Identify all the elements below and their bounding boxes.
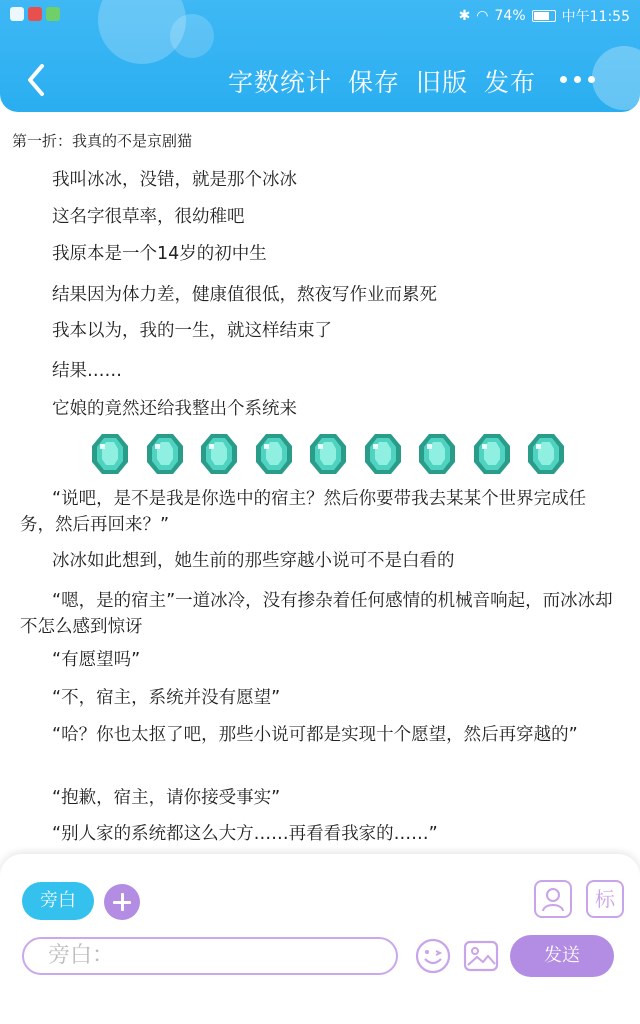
dialogue-paragraph: “不，宿主，系统并没有愿望” xyxy=(52,688,281,708)
publish-button[interactable] xyxy=(484,64,536,98)
story-paragraph: 结果因为体力差，健康值很低，熬夜写作业而累死 xyxy=(52,285,437,305)
app-notification-icon xyxy=(28,7,42,21)
app-notification-icon xyxy=(46,7,60,21)
wechat-icon xyxy=(10,7,24,21)
dialogue-paragraph: “抱歉，宿主，请你接受事实” xyxy=(52,788,281,808)
story-paragraph: 我原本是一个14岁的初中生 xyxy=(52,244,267,264)
battery-percent: 74% xyxy=(494,8,526,24)
dialogue-paragraph: “有愿望吗” xyxy=(52,650,141,670)
story-paragraph: 这名字很草率，很幼稚吧 xyxy=(52,207,245,227)
add-role-button[interactable] xyxy=(104,884,140,920)
notification-icons xyxy=(10,7,60,21)
story-paragraph: 结果…… xyxy=(52,361,122,381)
status-right xyxy=(459,6,630,26)
diamond-gem-icon xyxy=(254,432,294,476)
image-icon[interactable] xyxy=(462,937,500,975)
chapter-title: 第一折：我真的不是京剧猫 xyxy=(12,132,193,150)
dialogue-paragraph: “哈？你也太抠了吧，那些小说可都是实现十个愿望，然后再穿越的” xyxy=(52,725,578,745)
save-label: 保存 xyxy=(348,68,401,97)
dialogue-paragraph: “嗯，是的宿主”一道冰冷，没有掺杂着任何感情的机械音响起，而冰冰却不怎么感到惊讶 xyxy=(20,591,613,637)
dialogue-paragraph: 冰冰如此想到，她生前的那些穿越小说可不是白看的 xyxy=(52,551,455,571)
story-paragraph: 我本以为，我的一生，就这样结束了 xyxy=(52,321,332,341)
diamond-gem-icon xyxy=(363,432,403,476)
old-version-label: 旧版 xyxy=(416,68,469,97)
bluetooth-icon: ✱ xyxy=(458,8,471,24)
more-options-icon[interactable] xyxy=(560,72,600,86)
word-count-label: 字数统计 xyxy=(228,68,333,97)
clock: 中午11:55 xyxy=(561,9,630,25)
role-selector-chip[interactable]: 旁白 xyxy=(22,882,94,920)
dialogue-paragraph: “说吧，是不是我是你选中的宿主？然后你要带我去某某个世界完成任务，然后再回来？” xyxy=(20,489,587,535)
top-header xyxy=(0,0,640,112)
dialogue-paragraph: “别人家的系统都这么大方……再看看我家的……” xyxy=(52,824,438,844)
gem-sticker-row xyxy=(90,432,560,476)
diamond-gem-icon xyxy=(199,432,239,476)
send-button[interactable]: 发送 xyxy=(510,935,614,977)
diamond-gem-icon xyxy=(417,432,457,476)
diamond-gem-icon xyxy=(472,432,512,476)
save-button[interactable] xyxy=(348,64,400,98)
emoji-icon[interactable] xyxy=(414,937,452,975)
old-version-button[interactable] xyxy=(416,64,468,98)
message-input[interactable]: 旁白： xyxy=(22,937,398,975)
word-count-button[interactable] xyxy=(228,64,332,98)
story-paragraph: 它娘的竟然还给我整出个系统来 xyxy=(52,399,297,419)
wifi-icon: ◠ xyxy=(476,8,489,24)
status-bar xyxy=(0,0,640,30)
diamond-gem-icon xyxy=(526,432,566,476)
diamond-gem-icon xyxy=(145,432,185,476)
story-paragraph: 我叫冰冰，没错，就是那个冰冰 xyxy=(52,170,297,190)
character-icon[interactable] xyxy=(534,880,572,918)
battery-icon xyxy=(532,10,556,22)
back-arrow-icon[interactable] xyxy=(22,62,52,98)
diamond-gem-icon xyxy=(308,432,348,476)
mark-button[interactable]: 标 xyxy=(586,880,624,918)
diamond-gem-icon xyxy=(90,432,130,476)
publish-label: 发布 xyxy=(484,68,537,97)
